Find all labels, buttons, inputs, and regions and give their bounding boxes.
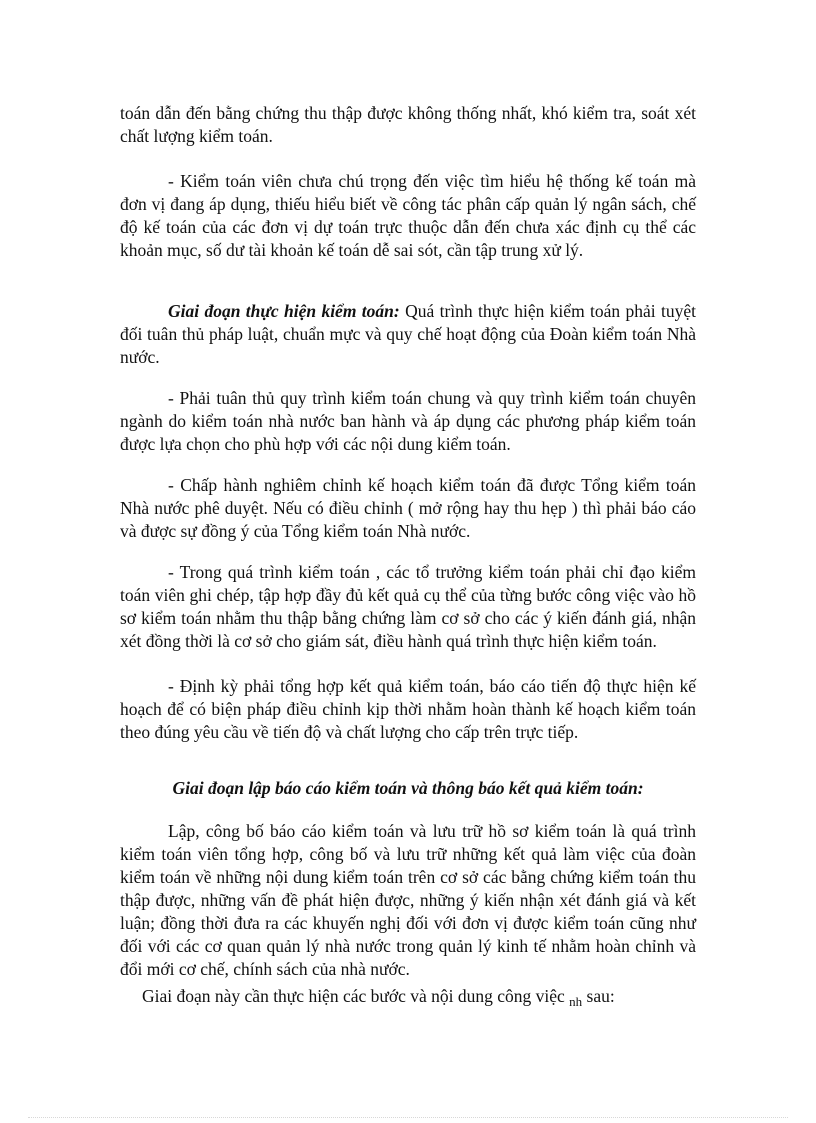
paragraph-1: toán dẫn đến bằng chứng thu thập được không thống nhất, khó kiểm tra, soát xét chất lượng kiểm toán.	[120, 103, 696, 146]
paragraph-3	[120, 300, 696, 369]
section-heading-reporting: Giai đoạn lập báo cáo kiểm toán và thông báo kết quả kiểm toán:	[172, 778, 644, 798]
paragraph-8: Lập, công bố báo cáo kiểm toán và lưu trữ hồ sơ kiểm toán là quá trình kiểm toán viên tổng hợp, công bố và lưu trữ những kết quả làm việc của đoàn kiểm toán về những nội dung kiểm toán trên cơ sở các bằng chứng kiểm toán thu thập được, những vấn đề phát hiện được, những ý kiến nhận xét đánh giá và kết luận; đồng thời đưa ra các khuyến nghị đối với đơn vị được kiểm toán cũng như đối với các cơ quan quản lý nhà nước trong quản lý kinh tế nhằm hoàn chỉnh và đổi mới cơ chế, chính sách của nhà nước.	[120, 821, 696, 979]
paragraph-9-fragment: nh	[569, 994, 583, 1009]
paragraph-9-text: Giai đoạn này cần thực hiện các bước và nội dung công việc	[142, 986, 570, 1006]
paragraph-5: - Chấp hành nghiêm chỉnh kế hoạch kiểm toán đã được Tổng kiểm toán Nhà nước phê duyệt. Nếu có điều chỉnh ( mở rộng hay thu hẹp ) thì phải báo cáo và được sự đồng ý của Tổng kiểm toán Nhà nước.	[120, 475, 696, 541]
page-bottom-divider	[28, 1117, 788, 1118]
paragraph-4: - Phải tuân thủ quy trình kiểm toán chung và quy trình kiểm toán chuyên ngành do kiểm toán nhà nước ban hành và áp dụng các phương pháp kiểm toán được lựa chọn cho phù hợp với các nội dung kiểm toán.	[120, 388, 696, 454]
paragraph-9-end: sau:	[582, 986, 615, 1006]
section-heading-execution: Giai đoạn thực hiện kiểm toán:	[168, 301, 400, 321]
paragraph-2: - Kiểm toán viên chưa chú trọng đến việc tìm hiểu hệ thống kế toán mà đơn vị đang áp dụng, thiếu hiểu biết về công tác phân cấp quản lý ngân sách, chế độ kế toán của các đơn vị dự toán trực thuộc dẫn đến chưa xác định cụ thể các khoản mục, số dư tài khoản kế toán dễ sai sót, cần tập trung xử lý.	[120, 171, 696, 260]
paragraph-9	[120, 985, 696, 1013]
paragraph-3-text: Quá trình thực hiện kiểm toán phải tuyệt đối tuân thủ pháp luật, chuẩn mực và quy chế hoạt động của Đoàn kiểm toán Nhà nước.	[120, 301, 696, 367]
paragraph-6: - Trong quá trình kiểm toán , các tổ trưởng kiểm toán phải chỉ đạo kiểm toán viên ghi chép, tập hợp đầy đủ kết quả cụ thể của từng bước công việc vào hồ sơ kiểm toán nhằm thu thập bằng chứng làm cơ sở cho các ý kiến đánh giá, nhận xét đồng thời là cơ sở cho giám sát, điều hành quá trình thực hiện kiểm toán.	[120, 562, 696, 651]
paragraph-7: - Định kỳ phải tổng hợp kết quả kiểm toán, báo cáo tiến độ thực hiện kế hoạch để có biện pháp điều chỉnh kịp thời nhằm hoàn thành kế hoạch kiểm toán theo đúng yêu cầu về tiến độ và chất lượng cho cấp trên trực tiếp.	[120, 676, 696, 742]
